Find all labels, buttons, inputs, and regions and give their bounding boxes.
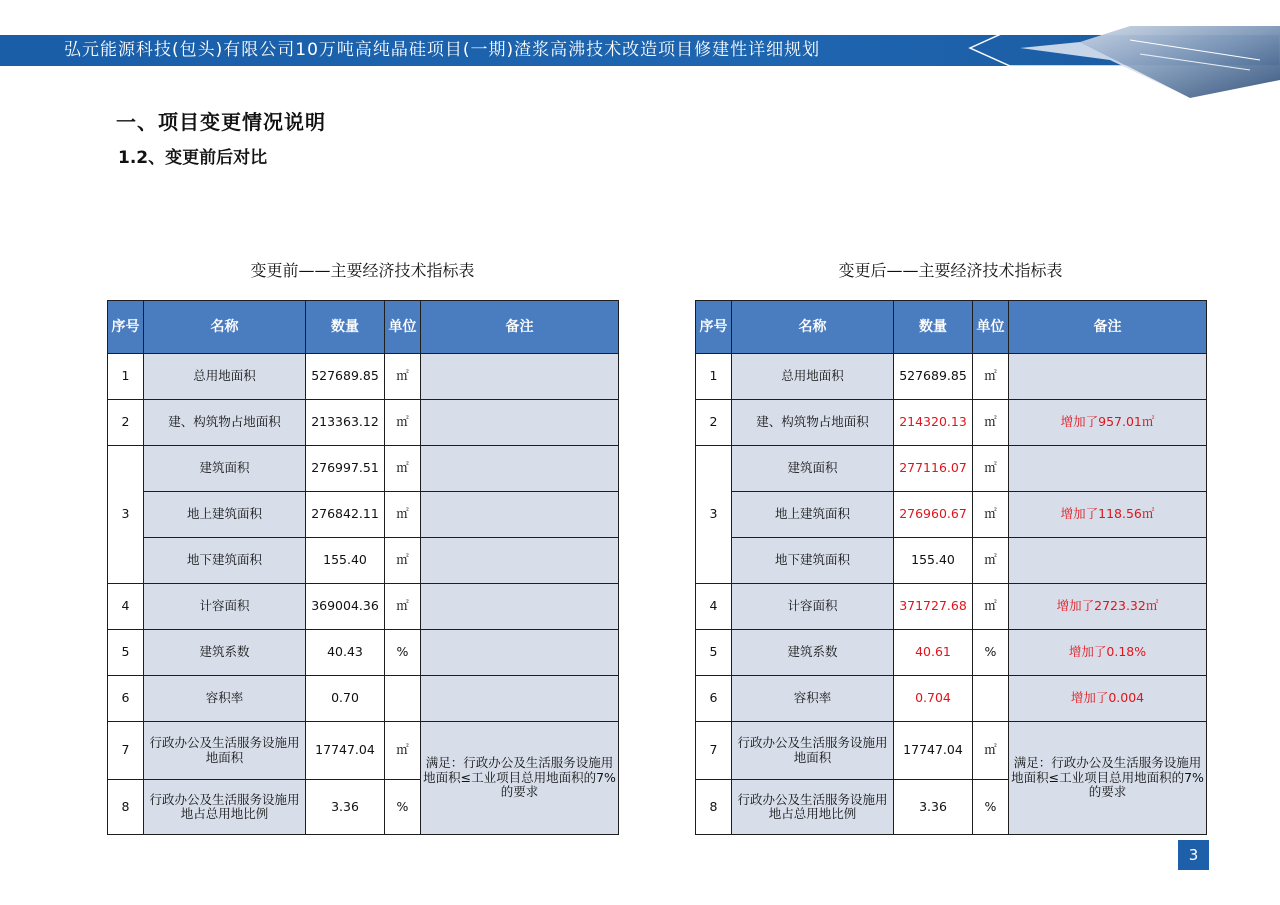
table-row xyxy=(108,446,619,492)
indicator-name: 建、构筑物占地面积 xyxy=(144,400,306,446)
column-header-quantity: 数量 xyxy=(894,301,973,354)
row-number: 7 xyxy=(108,722,144,780)
indicator-quantity: 276842.11 xyxy=(306,492,385,538)
indicator-name: 地下建筑面积 xyxy=(144,538,306,584)
row-number: 5 xyxy=(108,630,144,676)
indicator-quantity-changed: 214320.13 xyxy=(894,400,973,446)
row-number: 8 xyxy=(108,780,144,835)
column-header-quantity: 数量 xyxy=(306,301,385,354)
indicator-remark-changed: 增加了957.01㎡ xyxy=(1009,400,1207,446)
table-row xyxy=(696,446,1207,492)
table-row xyxy=(108,538,619,584)
table-before-caption: 变更前——主要经济技术指标表 xyxy=(250,261,475,280)
indicator-unit: ㎡ xyxy=(973,538,1009,584)
indicator-remark: 满足：行政办公及生活服务设施用地面积≤工业项目总用地面积的7%的要求 xyxy=(421,722,619,835)
indicator-name: 行政办公及生活服务设施用地占总用地比例 xyxy=(732,780,894,835)
row-number: 8 xyxy=(696,780,732,835)
indicator-unit: ㎡ xyxy=(385,538,421,584)
indicator-table-before xyxy=(107,300,619,835)
banner-decoration-icon xyxy=(960,20,1280,98)
indicator-remark xyxy=(421,446,619,492)
table-row xyxy=(696,722,1207,780)
table-header-row xyxy=(696,301,1207,354)
indicator-name: 地上建筑面积 xyxy=(732,492,894,538)
indicator-unit: ㎡ xyxy=(385,446,421,492)
indicator-name: 容积率 xyxy=(732,676,894,722)
indicator-remark-changed: 增加了118.56㎡ xyxy=(1009,492,1207,538)
indicator-name: 建筑系数 xyxy=(144,630,306,676)
column-header-unit: 单位 xyxy=(973,301,1009,354)
indicator-remark: 满足：行政办公及生活服务设施用地面积≤工业项目总用地面积的7%的要求 xyxy=(1009,722,1207,835)
table-row xyxy=(108,492,619,538)
indicator-quantity: 40.43 xyxy=(306,630,385,676)
indicator-unit: % xyxy=(385,780,421,835)
indicator-name: 建筑面积 xyxy=(144,446,306,492)
indicator-quantity: 3.36 xyxy=(894,780,973,835)
row-number: 1 xyxy=(108,354,144,400)
row-number: 5 xyxy=(696,630,732,676)
section-subtitle: 1.2、变更前后对比 xyxy=(118,148,268,168)
table-row xyxy=(696,630,1207,676)
table-row xyxy=(108,630,619,676)
row-number: 3 xyxy=(108,446,144,584)
indicator-quantity-changed: 277116.07 xyxy=(894,446,973,492)
indicator-remark xyxy=(421,676,619,722)
row-number: 4 xyxy=(696,584,732,630)
indicator-remark-changed: 增加了0.004 xyxy=(1009,676,1207,722)
indicator-name: 总用地面积 xyxy=(144,354,306,400)
indicator-remark xyxy=(421,630,619,676)
column-header-name: 名称 xyxy=(144,301,306,354)
column-header-remark: 备注 xyxy=(1009,301,1207,354)
table-row xyxy=(108,400,619,446)
indicator-quantity: 17747.04 xyxy=(894,722,973,780)
document-title: 弘元能源科技(包头)有限公司10万吨高纯晶硅项目(一期)渣浆高沸技术改造项目修建性详细规划 xyxy=(64,40,821,60)
indicator-name: 行政办公及生活服务设施用地面积 xyxy=(732,722,894,780)
indicator-quantity: 527689.85 xyxy=(894,354,973,400)
indicator-remark xyxy=(421,584,619,630)
indicator-name: 地上建筑面积 xyxy=(144,492,306,538)
indicator-unit: ㎡ xyxy=(973,400,1009,446)
indicator-quantity: 155.40 xyxy=(894,538,973,584)
indicator-remark-changed: 增加了2723.32㎡ xyxy=(1009,584,1207,630)
indicator-name: 计容面积 xyxy=(144,584,306,630)
indicator-quantity: 276997.51 xyxy=(306,446,385,492)
indicator-name: 建筑系数 xyxy=(732,630,894,676)
indicator-name: 地下建筑面积 xyxy=(732,538,894,584)
page-number: 3 xyxy=(1178,840,1209,870)
indicator-quantity: 527689.85 xyxy=(306,354,385,400)
indicator-unit: ㎡ xyxy=(385,584,421,630)
indicator-quantity: 369004.36 xyxy=(306,584,385,630)
indicator-name: 行政办公及生活服务设施用地面积 xyxy=(144,722,306,780)
table-header-row xyxy=(108,301,619,354)
indicator-unit: ㎡ xyxy=(385,722,421,780)
table-row xyxy=(696,538,1207,584)
indicator-unit xyxy=(973,676,1009,722)
indicator-unit: ㎡ xyxy=(973,722,1009,780)
indicator-quantity-changed: 40.61 xyxy=(894,630,973,676)
section-title: 一、项目变更情况说明 xyxy=(116,110,326,134)
indicator-quantity: 3.36 xyxy=(306,780,385,835)
indicator-unit: % xyxy=(385,630,421,676)
indicator-table-after xyxy=(695,300,1207,835)
indicator-remark xyxy=(421,354,619,400)
indicator-remark xyxy=(421,538,619,584)
table-row xyxy=(696,676,1207,722)
row-number: 3 xyxy=(696,446,732,584)
indicator-name: 容积率 xyxy=(144,676,306,722)
row-number: 2 xyxy=(696,400,732,446)
table-row xyxy=(108,354,619,400)
indicator-remark xyxy=(421,400,619,446)
indicator-quantity: 155.40 xyxy=(306,538,385,584)
indicator-unit: ㎡ xyxy=(973,354,1009,400)
indicator-remark xyxy=(1009,538,1207,584)
column-header-no: 序号 xyxy=(696,301,732,354)
indicator-unit: ㎡ xyxy=(385,354,421,400)
row-number: 6 xyxy=(108,676,144,722)
column-header-remark: 备注 xyxy=(421,301,619,354)
table-row xyxy=(696,400,1207,446)
column-header-name: 名称 xyxy=(732,301,894,354)
indicator-unit: ㎡ xyxy=(385,492,421,538)
column-header-no: 序号 xyxy=(108,301,144,354)
table-row xyxy=(696,492,1207,538)
row-number: 1 xyxy=(696,354,732,400)
indicator-name: 总用地面积 xyxy=(732,354,894,400)
table-after-caption: 变更后——主要经济技术指标表 xyxy=(838,261,1063,280)
indicator-name: 计容面积 xyxy=(732,584,894,630)
indicator-unit: ㎡ xyxy=(385,400,421,446)
indicator-name: 行政办公及生活服务设施用地占总用地比例 xyxy=(144,780,306,835)
indicator-remark-changed: 增加了0.18% xyxy=(1009,630,1207,676)
row-number: 2 xyxy=(108,400,144,446)
indicator-unit xyxy=(385,676,421,722)
indicator-unit: % xyxy=(973,630,1009,676)
table-row xyxy=(696,584,1207,630)
column-header-unit: 单位 xyxy=(385,301,421,354)
table-row xyxy=(108,584,619,630)
indicator-quantity-changed: 371727.68 xyxy=(894,584,973,630)
table-row xyxy=(108,676,619,722)
table-row xyxy=(108,722,619,780)
indicator-remark xyxy=(1009,354,1207,400)
row-number: 7 xyxy=(696,722,732,780)
indicator-quantity: 17747.04 xyxy=(306,722,385,780)
indicator-name: 建、构筑物占地面积 xyxy=(732,400,894,446)
indicator-remark xyxy=(421,492,619,538)
indicator-unit: ㎡ xyxy=(973,492,1009,538)
indicator-quantity: 0.70 xyxy=(306,676,385,722)
table-row xyxy=(696,354,1207,400)
indicator-name: 建筑面积 xyxy=(732,446,894,492)
indicator-remark xyxy=(1009,446,1207,492)
row-number: 6 xyxy=(696,676,732,722)
indicator-quantity-changed: 276960.67 xyxy=(894,492,973,538)
indicator-unit: ㎡ xyxy=(973,584,1009,630)
indicator-quantity: 213363.12 xyxy=(306,400,385,446)
indicator-quantity-changed: 0.704 xyxy=(894,676,973,722)
indicator-unit: ㎡ xyxy=(973,446,1009,492)
indicator-unit: % xyxy=(973,780,1009,835)
row-number: 4 xyxy=(108,584,144,630)
